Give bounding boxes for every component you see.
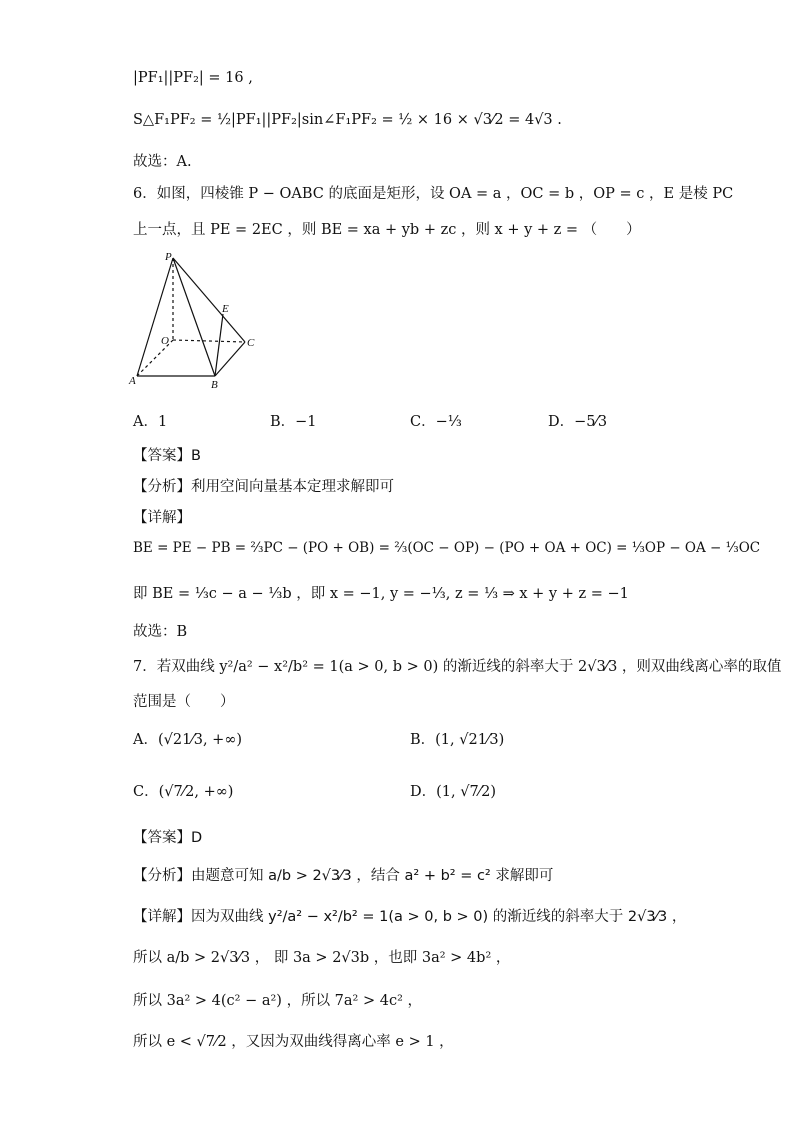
detail-7: 【详解】因为双曲线 y²/a² − x²/b² = 1(a > 0, b > 0) 的渐近线的斜率大于 2√3⁄3 ， bbox=[133, 909, 687, 925]
select-6: 故选：B bbox=[133, 624, 188, 640]
detail-6-heading: 【详解】 bbox=[133, 510, 191, 526]
label-C: C bbox=[247, 337, 255, 349]
segment-BE bbox=[215, 314, 223, 376]
pyramid-figure bbox=[125, 250, 265, 390]
q7-option-d: D．(1, √7⁄2) bbox=[410, 784, 496, 800]
q6-option-d: D．−5⁄3 bbox=[548, 414, 608, 430]
label-E: E bbox=[222, 303, 229, 315]
analysis-7: 【分析】由题意可知 a/b > 2√3⁄3 ，结合 a² + b² = c² 求解即可 bbox=[133, 868, 554, 884]
detail-7-step-3: 所以 e < √7⁄2 ，又因为双曲线得离心率 e > 1 ， bbox=[133, 1034, 454, 1050]
question-7-line-1: 7．若双曲线 y²/a² − x²/b² = 1(a > 0, b > 0) 的渐近线的斜率大于 2√3⁄3 ，则双曲线离心率的取值 bbox=[133, 659, 782, 675]
q7-option-c: C．(√7⁄2, +∞) bbox=[133, 784, 234, 800]
label-A: A bbox=[129, 375, 136, 387]
detail-6-equation: BE = PE − PB = ⅔PC − (PO + OB) = ⅔(OC − OP) − (PO + OA + OC) = ⅓OP − OA − ⅓OC bbox=[133, 540, 761, 556]
edge-PB bbox=[173, 258, 215, 376]
answer-7: 【答案】D bbox=[133, 830, 203, 846]
label-O: O bbox=[161, 335, 169, 347]
line-area-formula: S△F₁PF₂ = ½|PF₁||PF₂|sin∠F₁PF₂ = ½ × 16 × √3⁄2 = 4√3 . bbox=[133, 112, 562, 128]
q6-option-b: B．−1 bbox=[270, 414, 317, 430]
analysis-6: 【分析】利用空间向量基本定理求解即可 bbox=[133, 479, 394, 495]
edge-PC bbox=[173, 258, 245, 342]
question-6-line-2: 上一点，且 PE = 2EC ，则 BE = xa + yb + zc ，则 x + y + z = （ ） bbox=[133, 222, 641, 238]
answer-6: 【答案】B bbox=[133, 448, 201, 464]
q6-option-c: C．−⅓ bbox=[410, 414, 462, 430]
line-select-a: 故选：A. bbox=[133, 154, 192, 170]
label-P: P bbox=[165, 251, 172, 263]
detail-7-step-1: 所以 a/b > 2√3⁄3 ， 即 3a > 2√3b ，也即 3a² > 4b² ， bbox=[133, 950, 511, 966]
q7-option-b: B．(1, √21⁄3) bbox=[410, 732, 505, 748]
detail-6-conclusion: 即 BE = ⅓c − a − ⅓b ，即 x = −1, y = −⅓, z = ⅓ ⇒ x + y + z = −1 bbox=[133, 586, 629, 602]
label-B: B bbox=[211, 379, 218, 390]
q7-option-a: A．(√21⁄3, +∞) bbox=[133, 732, 243, 748]
question-7-line-2: 范围是（ ） bbox=[133, 694, 235, 710]
q6-option-a: A．1 bbox=[133, 414, 168, 430]
detail-7-step-2: 所以 3a² > 4(c² − a²) ，所以 7a² > 4c² ， bbox=[133, 993, 422, 1009]
question-6-line-1: 6．如图，四棱锥 P − OABC 的底面是矩形，设 OA = a ，OC = b ，OP = c ，E 是棱 PC bbox=[133, 186, 734, 202]
edge-OC bbox=[173, 340, 245, 342]
line-pf-product: |PF₁||PF₂| = 16 , bbox=[133, 70, 253, 86]
edge-BC bbox=[215, 342, 245, 376]
